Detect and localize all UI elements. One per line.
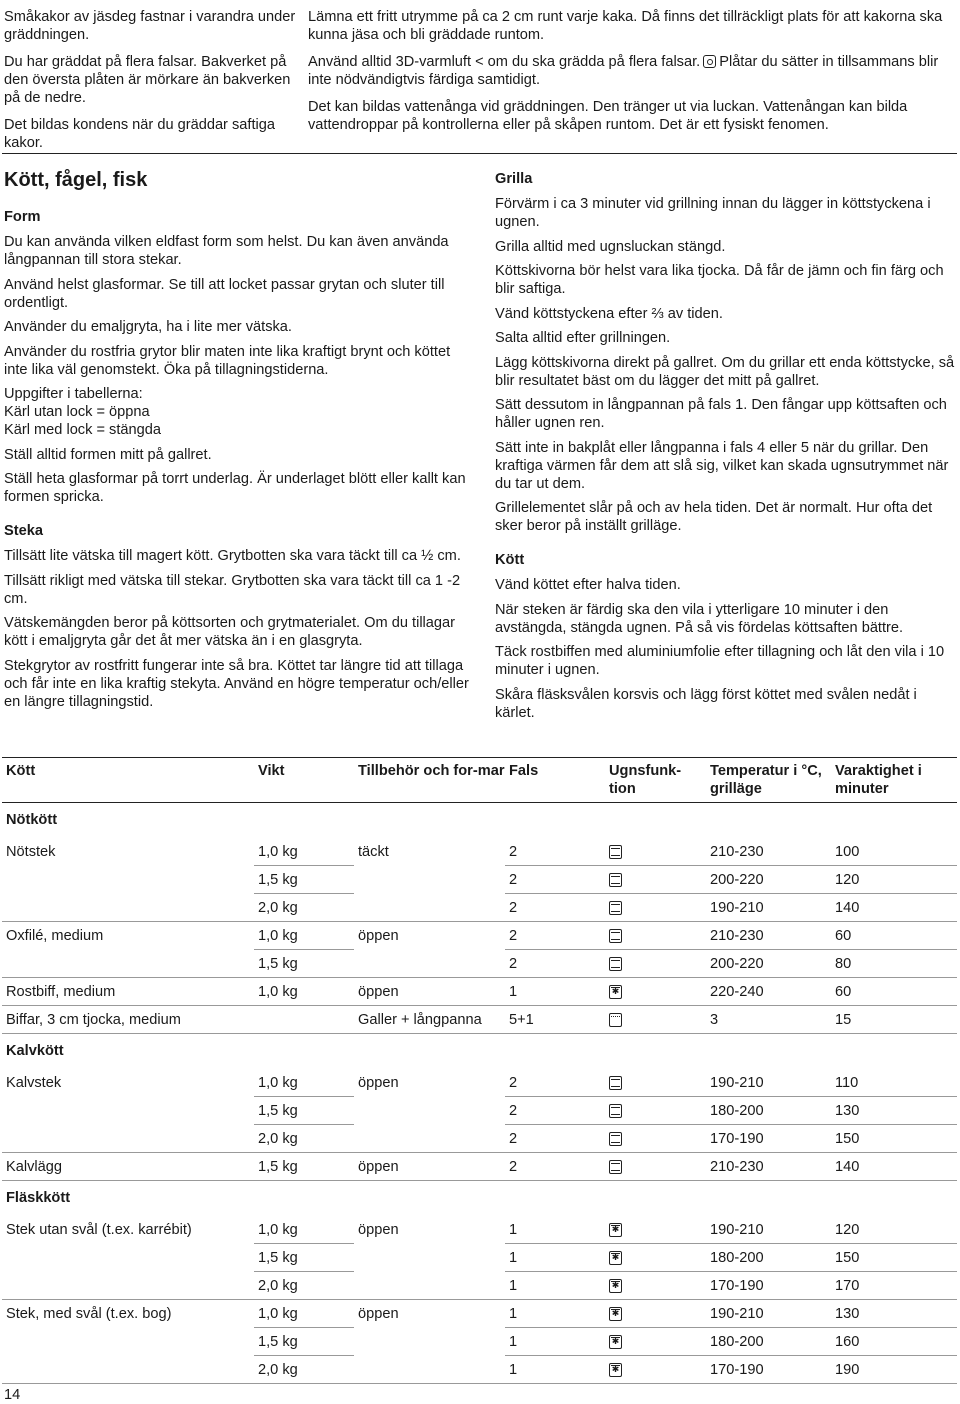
weight-cell: 2,0 kg	[254, 1272, 354, 1300]
table-row	[2, 1272, 957, 1300]
duration-cell: 80	[831, 950, 957, 978]
weight-cell: 1,5 kg	[254, 1328, 354, 1356]
temperature-cell: 180-200	[706, 1328, 831, 1356]
col-header-weight: Vikt	[258, 763, 285, 779]
circulated-air-grill-icon	[609, 1251, 622, 1265]
table-row	[2, 1356, 957, 1384]
table-group-row	[2, 1034, 957, 1070]
weight-cell: 1,5 kg	[254, 1097, 354, 1125]
weight-cell: 2,0 kg	[254, 894, 354, 922]
top-bottom-heat-icon	[609, 1160, 622, 1174]
function-cell	[605, 1272, 706, 1300]
form-para: Använd helst glasformar. Se till att locket passar grytan och sluter till ordentligt.	[4, 276, 445, 311]
function-cell	[605, 1153, 706, 1181]
roasting-table	[2, 757, 957, 1384]
duration-cell: 190	[831, 1356, 957, 1384]
accessory-cell: öppen	[358, 1305, 399, 1322]
grilla-para: Lägg köttskivorna direkt på gallret. Om du grillar ett enda köttstycke, så blir resultatet bäst om du lägger det mitt på gallret.	[495, 354, 955, 389]
meat-cell	[2, 866, 254, 894]
duration-cell: 170	[831, 1272, 957, 1300]
temperature-cell: 190-210	[706, 1300, 831, 1328]
meat-cell: Stek, med svål (t.ex. bog)	[6, 1305, 172, 1322]
table-group-row	[2, 803, 957, 839]
top-bottom-heat-icon	[609, 873, 622, 887]
temperature-cell: 180-200	[706, 1097, 831, 1125]
shelf-cell: 2	[505, 838, 605, 866]
table-header-row	[2, 758, 957, 803]
temperature-cell: 210-230	[706, 838, 831, 866]
form-para: Kärl utan lock = öppna	[4, 404, 150, 420]
meat-cell	[2, 950, 254, 978]
function-cell	[605, 838, 706, 866]
duration-cell: 60	[831, 922, 957, 950]
trouble-problems	[4, 8, 296, 161]
function-cell	[605, 866, 706, 894]
weight-cell: 1,5 kg	[254, 1153, 354, 1181]
weight-cell: 1,0 kg	[254, 1069, 354, 1097]
meat-cell	[2, 1097, 254, 1125]
temperature-cell: 3	[706, 1006, 831, 1034]
accessory-cell: öppen	[354, 1153, 505, 1181]
top-bottom-heat-icon	[609, 1076, 622, 1090]
temperature-cell: 220-240	[706, 978, 831, 1006]
accessory-cell: öppen	[358, 1221, 399, 1238]
meat-cell	[2, 894, 254, 922]
duration-cell: 160	[831, 1328, 957, 1356]
function-cell	[605, 950, 706, 978]
trouble-remedy-1: Lämna ett fritt utrymme på ca 2 cm runt varje kaka. Då finns det tillräckligt plats för att kakorna ska kunna jäsa och bli gräddade runtom.	[308, 9, 943, 43]
meat-cell	[2, 1125, 254, 1153]
table-row	[2, 1097, 957, 1125]
accessory-cell: öppen	[358, 927, 399, 944]
table-row	[2, 1216, 957, 1244]
accessory-cell: Galler + långpanna	[354, 1006, 505, 1034]
temperature-cell: 170-190	[706, 1356, 831, 1384]
function-cell	[605, 1300, 706, 1328]
form-para: Ställ heta glasformar på torrt underlag. Är underlaget blött eller kallt kan formen spricka.	[4, 471, 466, 505]
weight-cell	[254, 1006, 354, 1034]
meat-cell	[2, 1328, 254, 1356]
trouble-problem-3: Det bildas kondens när du gräddar saftiga kakor.	[4, 117, 275, 151]
temperature-cell: 170-190	[706, 1125, 831, 1153]
steka-para: Vätskemängden beror på köttsorten och grytmaterialet. Om du tillagar kött i emaljgryta går det åt mer vätska än i en glasgryta.	[4, 615, 456, 649]
left-column	[4, 208, 474, 717]
meat-cell: Kalvstek	[6, 1074, 62, 1091]
shelf-cell: 1	[505, 1328, 605, 1356]
section-title: Kött, fågel, fisk	[4, 169, 148, 191]
duration-cell: 150	[831, 1244, 957, 1272]
weight-cell: 1,0 kg	[254, 1300, 354, 1328]
temperature-cell: 190-210	[706, 894, 831, 922]
kott-para: Täck rostbiffen med aluminiumfolie efter tillagning och låt den vila i 10 minuter i ugnen.	[495, 644, 945, 678]
table-row	[2, 838, 957, 866]
meat-cell: Kalvlägg	[2, 1153, 254, 1181]
kott-heading: Kött	[495, 552, 525, 568]
meat-cell: Oxfilé, medium	[6, 927, 104, 944]
shelf-cell: 1	[505, 1356, 605, 1384]
trouble-remedy-2-b: Plåtar du sätter in tillsammans blir inte nödvändigtvis färdiga samtidigt.	[308, 54, 939, 88]
function-cell	[605, 1125, 706, 1153]
shelf-cell: 1	[505, 978, 605, 1006]
top-table-bottom-rule	[2, 153, 957, 154]
accessory-cell	[354, 1244, 505, 1272]
grilla-para: Förvärm i ca 3 minuter vid grillning innan du lägger in köttstyckena i ugnen.	[495, 196, 931, 230]
weight-cell: 1,0 kg	[254, 922, 354, 950]
form-para: Kärl med lock = stängda	[4, 422, 161, 438]
meat-cell	[2, 1244, 254, 1272]
duration-cell: 100	[831, 838, 957, 866]
table-group-label: Kalvkött	[6, 1043, 64, 1059]
table-row	[2, 978, 957, 1006]
shelf-cell: 2	[505, 1153, 605, 1181]
table-row	[2, 1244, 957, 1272]
table-row	[2, 1328, 957, 1356]
form-para: Använder du rostfria grytor blir maten inte lika kraftigt brynt och köttet inte lika väl genomstekt. Öka på tillagningstiderna.	[4, 343, 451, 378]
weight-cell: 2,0 kg	[254, 1356, 354, 1384]
accessory-cell	[354, 950, 505, 978]
table-row	[2, 1069, 957, 1097]
weight-cell: 1,5 kg	[254, 950, 354, 978]
circulated-air-grill-icon	[609, 1279, 622, 1293]
duration-cell: 150	[831, 1125, 957, 1153]
weight-cell: 1,0 kg	[254, 1216, 354, 1244]
shelf-cell: 5+1	[505, 1006, 605, 1034]
circulated-air-grill-icon	[609, 1307, 622, 1321]
top-bottom-heat-icon	[609, 901, 622, 915]
grilla-para: Sätt inte in bakplåt eller långpanna i fals 4 eller 5 när du grillar. Den kraftiga värmen får dem att slå sig, vilket kan skada ugnsutrymmet när du tar ut dem.	[495, 439, 949, 492]
table-row	[2, 1006, 957, 1034]
trouble-remedy-2-a: Använd alltid 3D-varmluft < om du ska grädda på flera falsar.	[308, 54, 701, 70]
meat-cell: Stek utan svål (t.ex. karrébit)	[6, 1221, 192, 1238]
function-cell	[605, 978, 706, 1006]
accessory-cell	[354, 866, 505, 894]
meat-cell: Rostbiff, medium	[2, 978, 254, 1006]
weight-cell: 2,0 kg	[254, 1125, 354, 1153]
temperature-cell: 180-200	[706, 1244, 831, 1272]
grilla-para: Köttskivorna bör helst vara lika tjocka. Då får de jämn och fin färg och blir saftiga.	[495, 263, 944, 297]
weight-cell: 1,0 kg	[254, 978, 354, 1006]
note-icon	[703, 55, 716, 68]
accessory-cell	[354, 1097, 505, 1125]
grilla-para: Grillelementet slår på och av hela tiden. Det är normalt. Hur ofta det sker beror på inställt grilläge.	[495, 500, 933, 534]
col-header-function: Ugnsfunk-tion	[609, 763, 682, 797]
accessory-cell: täckt	[358, 843, 389, 860]
function-cell	[605, 1069, 706, 1097]
table-group-row	[2, 1181, 957, 1217]
trouble-problem-1: Småkakor av jäsdeg fastnar i varandra under gräddningen.	[4, 9, 296, 43]
temperature-cell: 190-210	[706, 1069, 831, 1097]
steka-para: Tillsätt rikligt med vätska till stekar. Grytbotten ska vara täckt till ca 1 -2 cm.	[4, 572, 461, 607]
shelf-cell: 2	[505, 1069, 605, 1097]
function-cell	[605, 1097, 706, 1125]
duration-cell: 15	[831, 1006, 957, 1034]
circulated-air-grill-icon	[609, 1363, 622, 1377]
table-row	[2, 1125, 957, 1153]
duration-cell: 130	[831, 1097, 957, 1125]
temperature-cell: 170-190	[706, 1272, 831, 1300]
circulated-air-grill-icon	[609, 1223, 622, 1237]
weight-cell: 1,5 kg	[254, 1244, 354, 1272]
accessory-cell	[354, 1125, 505, 1153]
steka-heading: Steka	[4, 523, 43, 539]
function-cell	[605, 922, 706, 950]
meat-cell: Nötstek	[6, 843, 56, 860]
temperature-cell: 200-220	[706, 950, 831, 978]
accessory-cell	[354, 894, 505, 922]
table-row	[2, 894, 957, 922]
shelf-cell: 2	[505, 950, 605, 978]
function-cell	[605, 1328, 706, 1356]
trouble-remedy-2	[308, 53, 954, 89]
table-row	[2, 950, 957, 978]
shelf-cell: 1	[505, 1272, 605, 1300]
duration-cell: 120	[831, 866, 957, 894]
form-para: Ställ alltid formen mitt på gallret.	[4, 446, 212, 463]
circulated-air-grill-icon	[609, 1335, 622, 1349]
shelf-cell: 2	[505, 922, 605, 950]
trouble-remedies	[308, 8, 954, 143]
shelf-cell: 1	[505, 1300, 605, 1328]
kott-para: När steken är färdig ska den vila i ytterligare 10 minuter i den avstängda, stängda ugnen. På så vis fördelas köttsaften bättre.	[495, 601, 904, 636]
grilla-para: Sätt dessutom in långpannan på fals 1. Den fångar upp köttsaften och håller ugnen ren.	[495, 397, 947, 431]
temperature-cell: 200-220	[706, 866, 831, 894]
function-cell	[605, 1006, 706, 1034]
shelf-cell: 2	[505, 1125, 605, 1153]
table-row	[2, 1300, 957, 1328]
function-cell	[605, 894, 706, 922]
function-cell	[605, 1244, 706, 1272]
temperature-cell: 210-230	[706, 922, 831, 950]
trouble-problem-2: Du har gräddat på flera falsar. Bakverket på den översta plåten är mörkare än bakverken på de nedre.	[4, 54, 291, 106]
top-bottom-heat-icon	[609, 845, 622, 859]
accessory-cell: öppen	[354, 978, 505, 1006]
grilla-para: Vänd köttstyckena efter ⅔ av tiden.	[495, 305, 723, 322]
function-cell	[605, 1216, 706, 1244]
steka-para: Tillsätt lite vätska till magert kött. Grytbotten ska vara täckt till ca ½ cm.	[4, 548, 461, 564]
duration-cell: 130	[831, 1300, 957, 1328]
right-column	[495, 170, 957, 728]
duration-cell: 140	[831, 894, 957, 922]
top-bottom-heat-icon	[609, 1132, 622, 1146]
kott-para: Vänd köttet efter halva tiden.	[495, 577, 681, 593]
form-heading: Form	[4, 209, 41, 225]
weight-cell: 1,0 kg	[254, 838, 354, 866]
shelf-cell: 2	[505, 1097, 605, 1125]
grill-icon	[609, 1013, 622, 1027]
shelf-cell: 1	[505, 1244, 605, 1272]
meat-cell	[2, 1356, 254, 1384]
shelf-cell: 2	[505, 866, 605, 894]
meat-cell	[2, 1272, 254, 1300]
temperature-cell: 190-210	[706, 1216, 831, 1244]
trouble-remedy-3: Det kan bildas vattenånga vid gräddningen. Den tränger ut via luckan. Vattenångan kan bilda vattendroppar på kontrollerna eller på skåpen runtom. Det är ett fysiskt fenomen.	[308, 99, 908, 133]
top-bottom-heat-icon	[609, 957, 622, 971]
function-cell	[605, 1356, 706, 1384]
table-group-label: Nötkött	[6, 812, 58, 828]
accessory-cell	[354, 1328, 505, 1356]
meat-cell: Biffar, 3 cm tjocka, medium	[2, 1006, 254, 1034]
shelf-cell: 2	[505, 894, 605, 922]
kott-para: Skåra fläsksvålen korsvis och lägg först köttet med svålen nedåt i kärlet.	[495, 686, 917, 721]
duration-cell: 120	[831, 1216, 957, 1244]
col-header-shelf: Fals	[509, 763, 539, 779]
grilla-para: Grilla alltid med ugnsluckan stängd.	[495, 238, 726, 255]
grilla-para: Salta alltid efter grillningen.	[495, 330, 671, 346]
form-para: Använder du emaljgryta, ha i lite mer vätska.	[4, 319, 292, 335]
top-bottom-heat-icon	[609, 1104, 622, 1118]
steka-para: Stekgrytor av rostfritt fungerar inte så bra. Köttet tar längre tid att tillaga och får inte en lika kraftig stekyta. Använd en högre temperatur och/eller en längre tillagningstid.	[4, 657, 469, 710]
table-group-label: Fläskkött	[6, 1190, 71, 1206]
col-header-duration: Varaktighet i minuter	[835, 763, 922, 797]
col-header-accessory: Tillbehör och for-mar	[358, 763, 505, 779]
col-header-meat: Kött	[6, 763, 36, 779]
form-para: Du kan använda vilken eldfast form som helst. Du kan även använda långpannan till stora stekar.	[4, 234, 449, 268]
table-row	[2, 922, 957, 950]
page-number: 14	[4, 1387, 21, 1403]
form-para: Uppgifter i tabellerna:	[4, 386, 143, 402]
table-body	[2, 803, 957, 1384]
duration-cell: 110	[831, 1069, 957, 1097]
table-row	[2, 866, 957, 894]
grilla-heading: Grilla	[495, 171, 533, 187]
accessory-cell	[354, 1272, 505, 1300]
col-header-temperature: Temperatur i °C, grilläge	[710, 763, 822, 797]
temperature-cell: 210-230	[706, 1153, 831, 1181]
circulated-air-grill-icon	[609, 985, 622, 999]
weight-cell: 1,5 kg	[254, 866, 354, 894]
accessory-cell: öppen	[358, 1074, 399, 1091]
top-bottom-heat-icon	[609, 929, 622, 943]
duration-cell: 60	[831, 978, 957, 1006]
accessory-cell	[354, 1356, 505, 1384]
shelf-cell: 1	[505, 1216, 605, 1244]
table-row	[2, 1153, 957, 1181]
duration-cell: 140	[831, 1153, 957, 1181]
